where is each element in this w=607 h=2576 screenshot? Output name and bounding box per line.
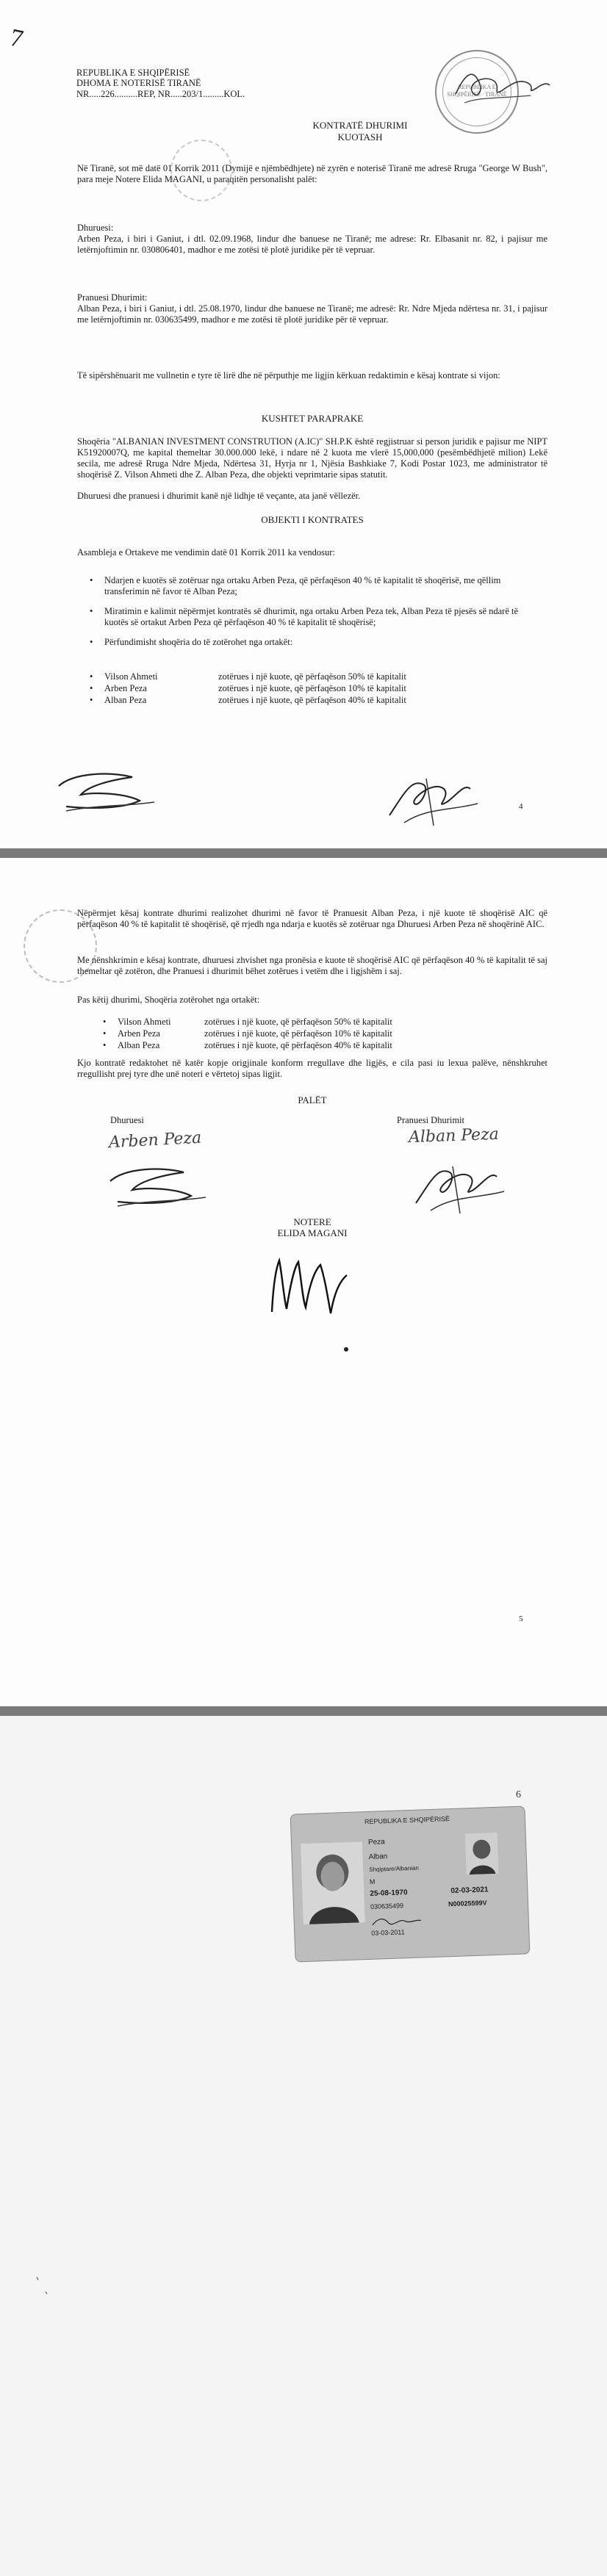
shareholder-share: zotërues i një kuote, që përfaqëson 10% të kapitalit: [204, 1028, 392, 1039]
scan-speck: [29, 2270, 59, 2299]
page-number: 4: [519, 802, 523, 811]
shareholder-name: • Vilson Ahmeti: [104, 671, 158, 682]
donor-heading: Dhuruesi:: [77, 223, 114, 233]
notary-signature: [257, 1246, 360, 1327]
shareholder-name: • Arben Peza: [104, 683, 147, 693]
ownership-paragraph: Me nënshkrimin e kësaj kontrate, dhuruesi zhvishet nga pronësia e kuote të shoqërisë AIC që përfaqëson 40 % të kapitalit të saj themeltar që zotëron, dhe Pranuesi i dhurimit bëhet zotërues i vetëm dhe i ligjshëm i saj.: [77, 955, 547, 976]
page-number: 5: [519, 1614, 523, 1623]
id-issue-date: 03-03-2011: [371, 1928, 405, 1937]
parties-title: PALËT: [298, 1094, 327, 1105]
id-country: REPUBLIKA E SHQIPËRISË: [364, 1815, 450, 1826]
decision-item: • Miratimin e kalimit nëpërmjet kontratës së dhurimit, nga ortaku Arben Peza tek, Alban Peza të pjesës së ndarë të kuotës së ortakut Arben Peza që përfaqëson 40 % të kapitalit të shoqërisë;: [81, 606, 544, 628]
section-object-title: OBJEKTI I KONTRATES: [261, 514, 364, 525]
intro-paragraph: Në Tiranë, sot më datë 01 Korrik 2011 (Dymijë e njëmbëdhjete) në zyrën e noterisë Tiranë me adresë Rruga "George W Bush", para meje Notere Elida MAGANI, u paraqitën personalisht palët:: [77, 163, 547, 184]
shareholder-row: [94, 1017, 550, 1028]
section-preconditions-title: KUSHTET PARAPRAKE: [261, 413, 364, 424]
recipient-label: Pranuesi Dhurimit: [397, 1115, 465, 1125]
corner-mark: 6: [516, 1789, 521, 1800]
id-small-photo: [465, 1833, 499, 1875]
after-donation-paragraph: Pas këtij dhurimi, Shoqëria zotërohet nga ortakët:: [77, 995, 260, 1005]
document-page-1: [0, 0, 607, 848]
shareholder-share: zotërues i një kuote, që përfaqëson 40% të kapitalit: [204, 1040, 392, 1050]
donor-signature-p2: [96, 1159, 220, 1218]
id-card-number-2: N00025599V: [448, 1899, 487, 1908]
shareholder-row: [94, 1040, 550, 1051]
id-card-copy: [290, 1805, 531, 1962]
closing-paragraph: Kjo kontratë redaktohet në katër kopje origjinale konform rregullave dhe ligjës, e cila pasi iu lexua palëve, nënshkruhet rregullisht prej tyre dhe unë noteri e vërtetoj sipas ligjit.: [77, 1058, 547, 1079]
company-paragraph: Shoqëria "ALBANIAN INVESTMENT CONSTRUTION (A.IC)" SH.P.K është regjistruar si person juridik e pajisur me NIPT K51920007Q, me kapital themeltar 30.000.000 lekë, i ndare në 2 kuota me vlerë 15,000,000 (pesëmbëdhjetë milion) Lekë secila, me adresë Rruga Ndre Mjeda, Ndërtesa 31, Hyrja nr 1, Njësia Bashkiake 7, Kodi Postar 1023, me administrator të shoqërisë Z. Vilson Ahmeti dhe Z. Alban Peza, dhe objekti veprimtarie sipas statutit.: [77, 436, 547, 480]
decision-item: • Ndarjen e kuotës së zotëruar nga ortaku Arben Peza, që përfaqëson 40 % të kapitalit të shoqërisë, me qëllim transferimin në favor të Alban Peza;: [81, 575, 544, 597]
recipient-details: Alban Peza, i biri i Ganiut, i dtl. 25.08.1970, lindur dhe banuese ne Tiranë; me adresë: Rr. Ndre Mjeda ndërtesa nr. 31, i pajisur me letërnjoftimin nr. 030635499, madhor e me zotësi të plotë juridike për të vepruar.: [77, 303, 547, 325]
id-given-name: Alban: [368, 1852, 388, 1861]
shareholder-row: [81, 671, 544, 682]
shareholder-name: • Arben Peza: [118, 1028, 160, 1039]
decision-item: • Përfundimisht shoqëria do të zotërohet nga ortakët:: [81, 637, 544, 648]
id-card-number: 030635499: [370, 1902, 404, 1911]
shareholder-row: [81, 695, 544, 706]
donor-details: Arben Peza, i biri i Ganiut, i dtl. 02.09.1968, lindur dhe banuese ne Tiranë; me adrese: Rr. Elbasanit nr. 82, i pajisur me letërnjoftimin nr. 030806401, madhor e me zotësi të plotë juridike për të vepruar.: [77, 234, 547, 255]
donation-paragraph: Nëpërmjet kësaj kontrate dhurimi realizohet dhurimi në favor të Pranuesit Alban Peza, i një kuote të shoqërisë AIC që përfaqëson 40 % të kapitalit të shoqërisë, që rrjedh nga ndarja e kuotës së zotëruar nga Dhuruesi Arben Peza në shoqërinë AIC.: [77, 908, 547, 929]
id-expiry: 02-03-2021: [450, 1886, 489, 1896]
document-page-3: [0, 1716, 607, 2576]
id-photo: [301, 1841, 365, 1924]
header-reg-number: NR.....226..........REP, NR.....203/1.........KOL.: [76, 89, 245, 99]
contract-subtitle: KUOTASH: [337, 131, 383, 142]
relation-paragraph: Dhuruesi dhe pranuesi i dhurimit kanë një lidhje të veçante, ata janë vëllezër.: [77, 491, 361, 501]
recipient-signature-p2: [409, 1152, 511, 1218]
donor-label: Dhuruesi: [110, 1115, 144, 1125]
shareholder-name: • Alban Peza: [118, 1040, 160, 1050]
header-chamber: DHOMA E NOTERISË TIRANË: [76, 78, 201, 88]
id-surname: Peza: [367, 1838, 385, 1847]
header-republic: REPUBLIKA E SHQIPËRISË: [76, 68, 190, 78]
notary-signature-top: [450, 59, 553, 110]
shareholder-list-after: [94, 1017, 550, 1052]
shareholder-share: zotërues i një kuote, që përfaqëson 40% të kapitalit: [218, 695, 406, 705]
shareholder-row: [81, 683, 544, 694]
shareholder-row: [94, 1028, 550, 1039]
notary-name: ELIDA MAGANI: [277, 1227, 348, 1238]
notary-title: NOTERE: [293, 1216, 331, 1227]
assembly-paragraph: Asambleja e Ortakeve me vendimin datë 01 Korrik 2011 ka vendosur:: [77, 547, 335, 558]
ink-dot: [342, 1346, 350, 1353]
shareholder-share: zotërues i një kuote, që përfaqëson 10% të kapitalit: [218, 683, 406, 693]
decision-list: [81, 575, 544, 652]
id-birth-date: 25-08-1970: [370, 1888, 408, 1898]
document-page-2: [0, 858, 607, 1706]
donor-handwritten-name: Arben Peza: [108, 1128, 202, 1152]
donor-signature-p1: [44, 764, 169, 823]
contract-title: KONTRATË DHURIMI: [312, 120, 408, 131]
recipient-heading: Pranuesi Dhurimit:: [77, 292, 148, 303]
recipient-handwritten-name: Alban Peza: [408, 1125, 500, 1147]
id-signature: [370, 1913, 423, 1929]
recipient-signature-p1: [382, 764, 485, 830]
shareholder-share: zotërues i një kuote, që përfaqëson 50% të kapitalit: [218, 671, 406, 682]
corner-mark: 7: [7, 24, 26, 54]
shareholder-name: • Vilson Ahmeti: [118, 1017, 171, 1027]
shareholder-share: zotërues i një kuote, që përfaqëson 50% të kapitalit: [204, 1017, 392, 1027]
id-sex: M: [369, 1877, 376, 1886]
shareholder-list: [81, 671, 544, 707]
will-paragraph: Të sipërshënuarit me vullnetin e tyre të lirë dhe në përputhje me ligjin kërkuan redaktimin e kësaj kontrate si vijon:: [77, 370, 500, 380]
id-nationality: Shqiptare/Albanian: [369, 1864, 420, 1873]
stamp-text: REPUBLIKA E SHQIPËRISË · TIRANË: [447, 84, 507, 98]
shareholder-name: • Alban Peza: [104, 695, 147, 705]
